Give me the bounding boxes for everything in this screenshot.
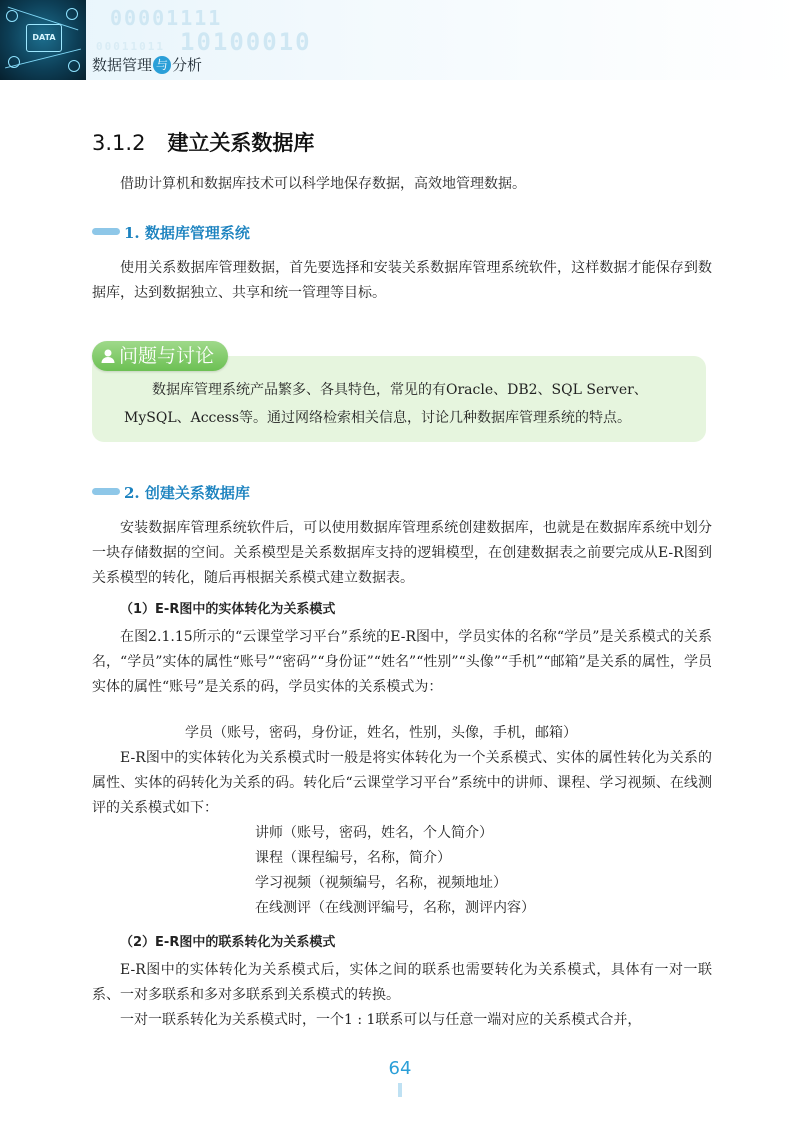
page-number-bar — [398, 1083, 402, 1097]
heading-bar-icon — [92, 228, 120, 235]
binary-decoration: 00011011 — [96, 40, 165, 53]
binary-decoration: 10100010 — [180, 28, 312, 56]
schema-student: 学员（账号，密码，身份证，姓名，性别，头像，手机，邮箱） — [185, 725, 577, 741]
page-number: 64 — [388, 1058, 412, 1079]
schema-item: 学习视频（视频编号，名称，视频地址） — [255, 875, 507, 891]
book-title: 数据管理 与 分析 — [92, 56, 203, 74]
part2-paragraph: E-R图中的实体转化为关系模式后，实体之间的联系也需要转化为关系模式，具体有一对一联系、一对多联系和多对多联系到关系模式的转换。 — [92, 962, 712, 1003]
part1-paragraph: 在图2.1.15所示的“云课堂学习平台”系统的E-R图中，学员实体的名称“学员”是关系模式的关系名，“学员”实体的属性“账号”“密码”“身份证”“姓名”“性别”“头像”“手机”“邮箱”是关系的属性，学员实体的属性“账号”是关系的码，学员实体的关系模式为： — [92, 629, 712, 695]
part2-heading: （2）E-R图中的联系转化为关系模式 — [120, 935, 336, 950]
heading-bar-icon — [92, 488, 120, 495]
intro-paragraph: 借助计算机和数据库技术可以科学地保存数据，高效地管理数据。 — [120, 176, 526, 192]
section-number: 3.1.2 — [92, 131, 146, 155]
part2-paragraph-2: 一对一联系转化为关系模式时，一个1 : 1联系可以与任意一端对应的关系模式合并， — [120, 1012, 642, 1028]
create-db-paragraph: 安装数据库管理系统软件后，可以使用数据库管理系统创建数据库，也就是在数据库系统中划分一块存储数据的空间。关系模型是关系数据库支持的逻辑模型，在创建数据表之前要完成从E-R图到关系模型的转化，随后再根据关系模式建立数据表。 — [92, 520, 712, 586]
discussion-text: 数据库管理系统产品繁多、各具特色，常见的有Oracle、DB2、SQL Server、MySQL、Access等。通过网络检索相关信息，讨论几种数据库管理系统的特点。 — [124, 382, 648, 426]
person-icon — [100, 348, 116, 364]
section-name: 建立关系数据库 — [167, 131, 315, 155]
data-chip-icon: DATA — [26, 24, 62, 52]
part1-heading: （1）E-R图中的实体转化为关系模式 — [120, 602, 336, 617]
dbms-paragraph: 使用关系数据库管理数据，首先要选择和安装关系数据库管理系统软件，这样数据才能保存到数据库，达到数据独立、共享和统一管理等目标。 — [92, 260, 712, 301]
part1-paragraph-2: E-R图中的实体转化为关系模式时一般是将实体转化为一个关系模式、实体的属性转化为关系的属性、实体的码转化为关系的码。转化后“云课堂学习平台”系统中的讲师、课程、学习视频、在线测评的关系模式如下： — [92, 750, 712, 816]
schema-item: 在线测评（在线测评编号，名称，测评内容） — [255, 900, 535, 916]
header-decoration-image — [0, 0, 86, 80]
discussion-label: 问题与讨论 — [92, 341, 228, 371]
binary-decoration: 00001111 — [110, 6, 223, 30]
page-header — [0, 0, 800, 80]
subheading-create-db: 2. 创建关系数据库 — [92, 482, 250, 503]
schema-item: 讲师（账号，密码，姓名，个人简介） — [255, 825, 493, 841]
section-title — [92, 127, 314, 157]
schema-item: 课程（课程编号，名称，简介） — [255, 850, 451, 866]
subheading-dbms: 1. 数据库管理系统 — [92, 222, 250, 243]
